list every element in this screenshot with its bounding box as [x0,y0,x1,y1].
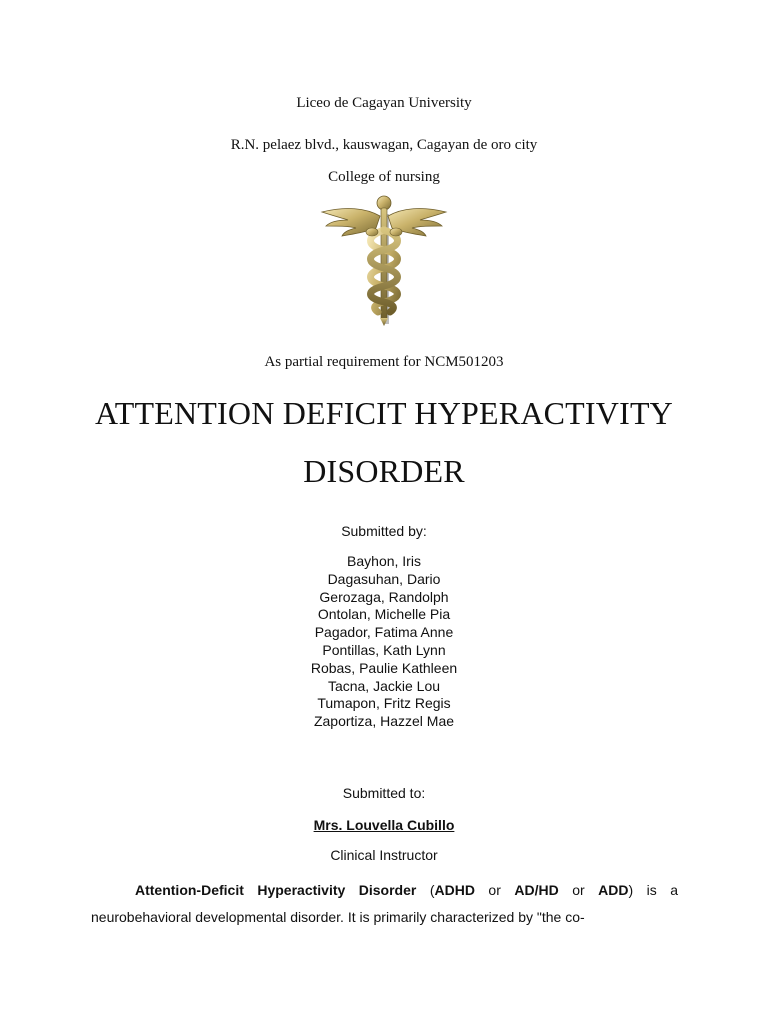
submitters-list [0,553,768,731]
submitter-name: Zaportiza, Hazzel Mae [313,713,455,730]
paragraph-rest: ) is a neurobehavioral developmental disorder. It is primarily characterized by "the co- [91,882,679,925]
submitter-name: Tumapon, Fritz Regis [317,695,451,712]
document-title-line-2: DISORDER [303,453,465,489]
instructor-role: Clinical Instructor [330,847,438,863]
university-name: Liceo de Cagayan University [296,95,472,111]
submitter-name: Pagador, Fatima Anne [314,624,454,641]
requirement-line: As partial requirement for NCM501203 [264,354,504,370]
term-bold: Attention-Deficit Hyperactivity Disorder [135,882,417,898]
abbr-adhd: ADHD [434,882,475,898]
college-name: College of nursing [328,169,440,185]
submitter-name: Gerozaga, Randolph [319,588,449,605]
submitter-name: Robas, Paulie Kathleen [310,659,458,676]
submitter-name: Tacna, Jackie Lou [327,677,441,694]
intro-paragraph: Attention-Deficit Hyperactivity Disorder (ADHD or AD/HD or ADD) is a neurobehavioral developmental disorder. It is primarily characterized by "the co- [91,882,679,925]
submitted-by-label: Submitted by: [341,523,427,539]
submitter-name: Dagasuhan, Dario [327,570,441,587]
submitter-name: Bayhon, Iris [347,553,421,569]
submitter-name: Ontolan, Michelle Pia [317,606,451,623]
document-title-line-1: ATTENTION DEFICIT HYPERACTIVITY [95,395,673,431]
submitted-to-label: Submitted to: [342,785,426,801]
submitter-name: Pontillas, Kath Lynn [322,641,446,658]
instructor-name: Mrs. Louvella Cubillo [313,817,455,833]
abbr-add: ADD [598,882,629,898]
university-address: R.N. pelaez blvd., kauswagan, Cagayan de oro city [230,137,538,153]
abbr-ad-hd: AD/HD [514,882,559,898]
caduceus-icon [316,192,452,326]
